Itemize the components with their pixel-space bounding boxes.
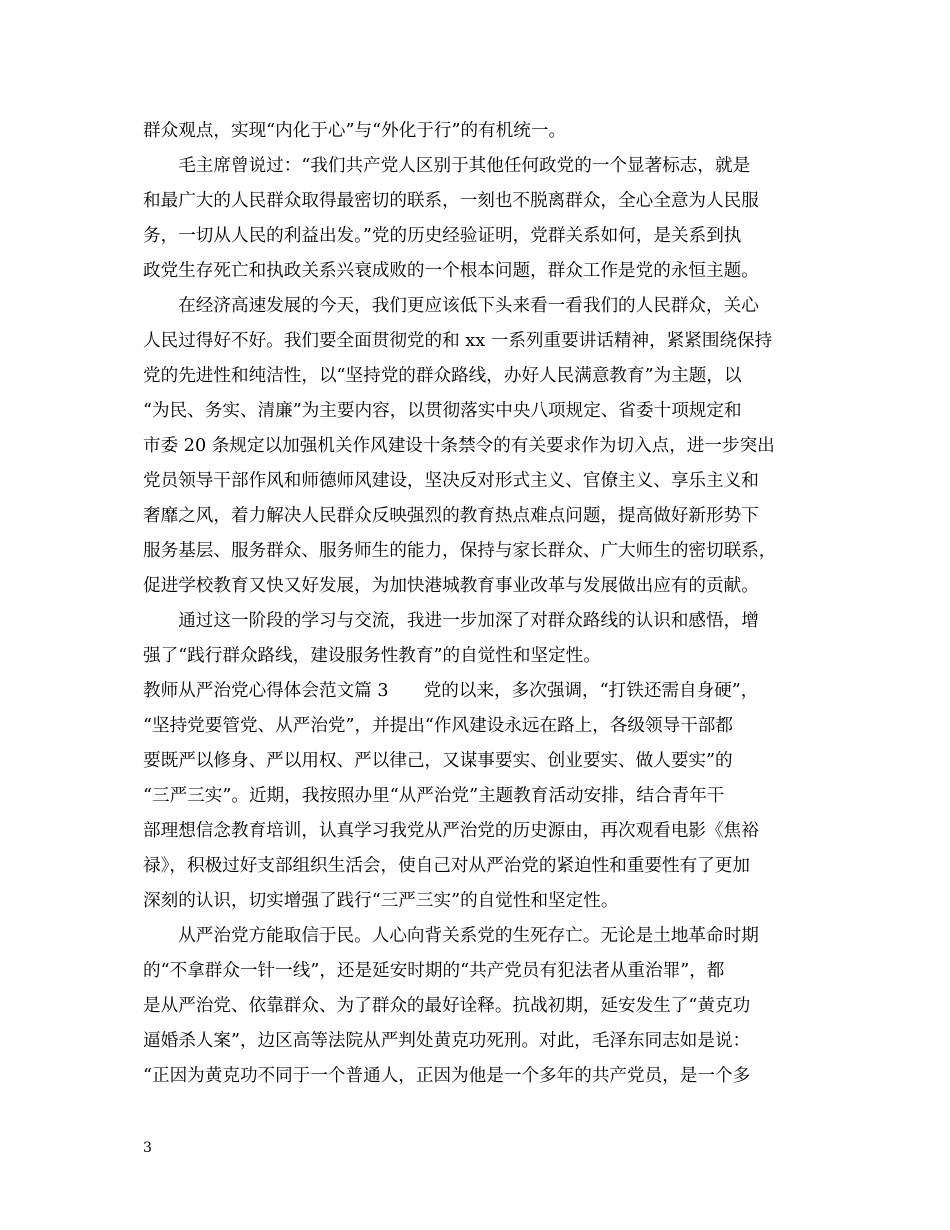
text-line: 强了“践行群众路线，建设服务性教育”的自觉性和坚定性。	[143, 646, 601, 666]
text-line: 的“不拿群众一针一线”，还是延安时期的“共产党员有犯法者从重治罪”，都	[143, 961, 725, 981]
text-line: “三严三实”。近期，我按照办里“从严治党”主题教育活动安排，结合青年干	[143, 786, 725, 806]
text-line: 务，一切从人民的利益出发。”党的历史经验证明，党群关系如何，是关系到执	[143, 226, 742, 246]
page-number: 3	[143, 1140, 152, 1156]
text-line: 深刻的认识，切实增强了践行“三严三实”的自觉性和坚定性。	[143, 891, 619, 911]
text-line: 奢靡之风，着力解决人民群众反映强烈的教育热点难点问题，提高做好新形势下	[143, 506, 759, 526]
section-heading-line: 教师从严治党心得体会范文篇 3 党的以来，多次强调，“打铁还需自身硬”，	[143, 681, 759, 701]
text-line: 服务基层、服务群众、服务师生的能力，保持与家长群众、广大师生的密切联系，	[143, 541, 777, 561]
text-line: 毛主席曾说过：“我们共产党人区别于其他任何政党的一个显著标志，就是	[143, 156, 751, 176]
text-line: 通过这一阶段的学习与交流，我进一步加深了对群众路线的认识和感悟，增	[143, 611, 759, 631]
text-line: “坚持党要管党、从严治党”，并提出“作风建设永远在路上，各级领导干部都	[143, 716, 733, 736]
text-line: “正因为黄克功不同于一个普通人，正因为他是一个多年的共产党员，是一个多	[143, 1066, 751, 1086]
text-line: 和最广大的人民群众取得最密切的联系，一刻也不脱离群众，全心全意为人民服	[143, 191, 759, 211]
text-line: “为民、务实、清廉”为主要内容，以贯彻落实中央八项规定、省委十项规定和	[143, 401, 742, 421]
text-line: 是从严治党、依靠群众、为了群众的最好诠释。抗战初期，延安发生了“黄克功	[143, 996, 751, 1016]
text-line: 要既严以修身、严以用权、严以律己，又谋事要实、创业要实、做人要实”的	[143, 751, 733, 771]
text-line: 禄》，积极过好支部组织生活会，使自己对从严治党的紧迫性和重要性有了更加	[143, 856, 750, 876]
text-line: 从严治党方能取信于民。人心向背关系党的生死存亡。无论是土地革命时期	[143, 926, 759, 946]
text-line: 群众观点，实现“内化于心”与“外化于行”的有机统一。	[143, 121, 567, 141]
text-line: 促进学校教育又快又好发展，为加快港城教育事业改革与发展做出应有的贡献。	[143, 576, 759, 596]
text-line: 逼婚杀人案”，边区高等法院从严判处黄克功死刑。对此，毛泽东同志如是说：	[143, 1031, 751, 1051]
text-line: 党的先进性和纯洁性，以“坚持党的群众路线，办好人民满意教育”为主题，以	[143, 366, 742, 386]
text-line: 市委 20 条规定以加强机关作风建设十条禁令的有关要求作为切入点，进一步突出	[143, 436, 775, 456]
text-line: 人民过得好不好。我们要全面贯彻党的和 xx 一系列重要讲话精神，紧紧围绕保持	[143, 331, 773, 351]
text-line: 部理想信念教育培训，认真学习我党从严治党的历史源由，再次观看电影《焦裕	[143, 821, 759, 841]
text-line: 党员领导干部作风和师德师风建设，坚决反对形式主义、官僚主义、享乐主义和	[143, 471, 759, 491]
text-line: 在经济高速发展的今天，我们更应该低下头来看一看我们的人民群众，关心	[143, 296, 759, 316]
text-line: 政党生存死亡和执政关系兴衰成败的一个根本问题，群众工作是党的永恒主题。	[143, 261, 759, 281]
